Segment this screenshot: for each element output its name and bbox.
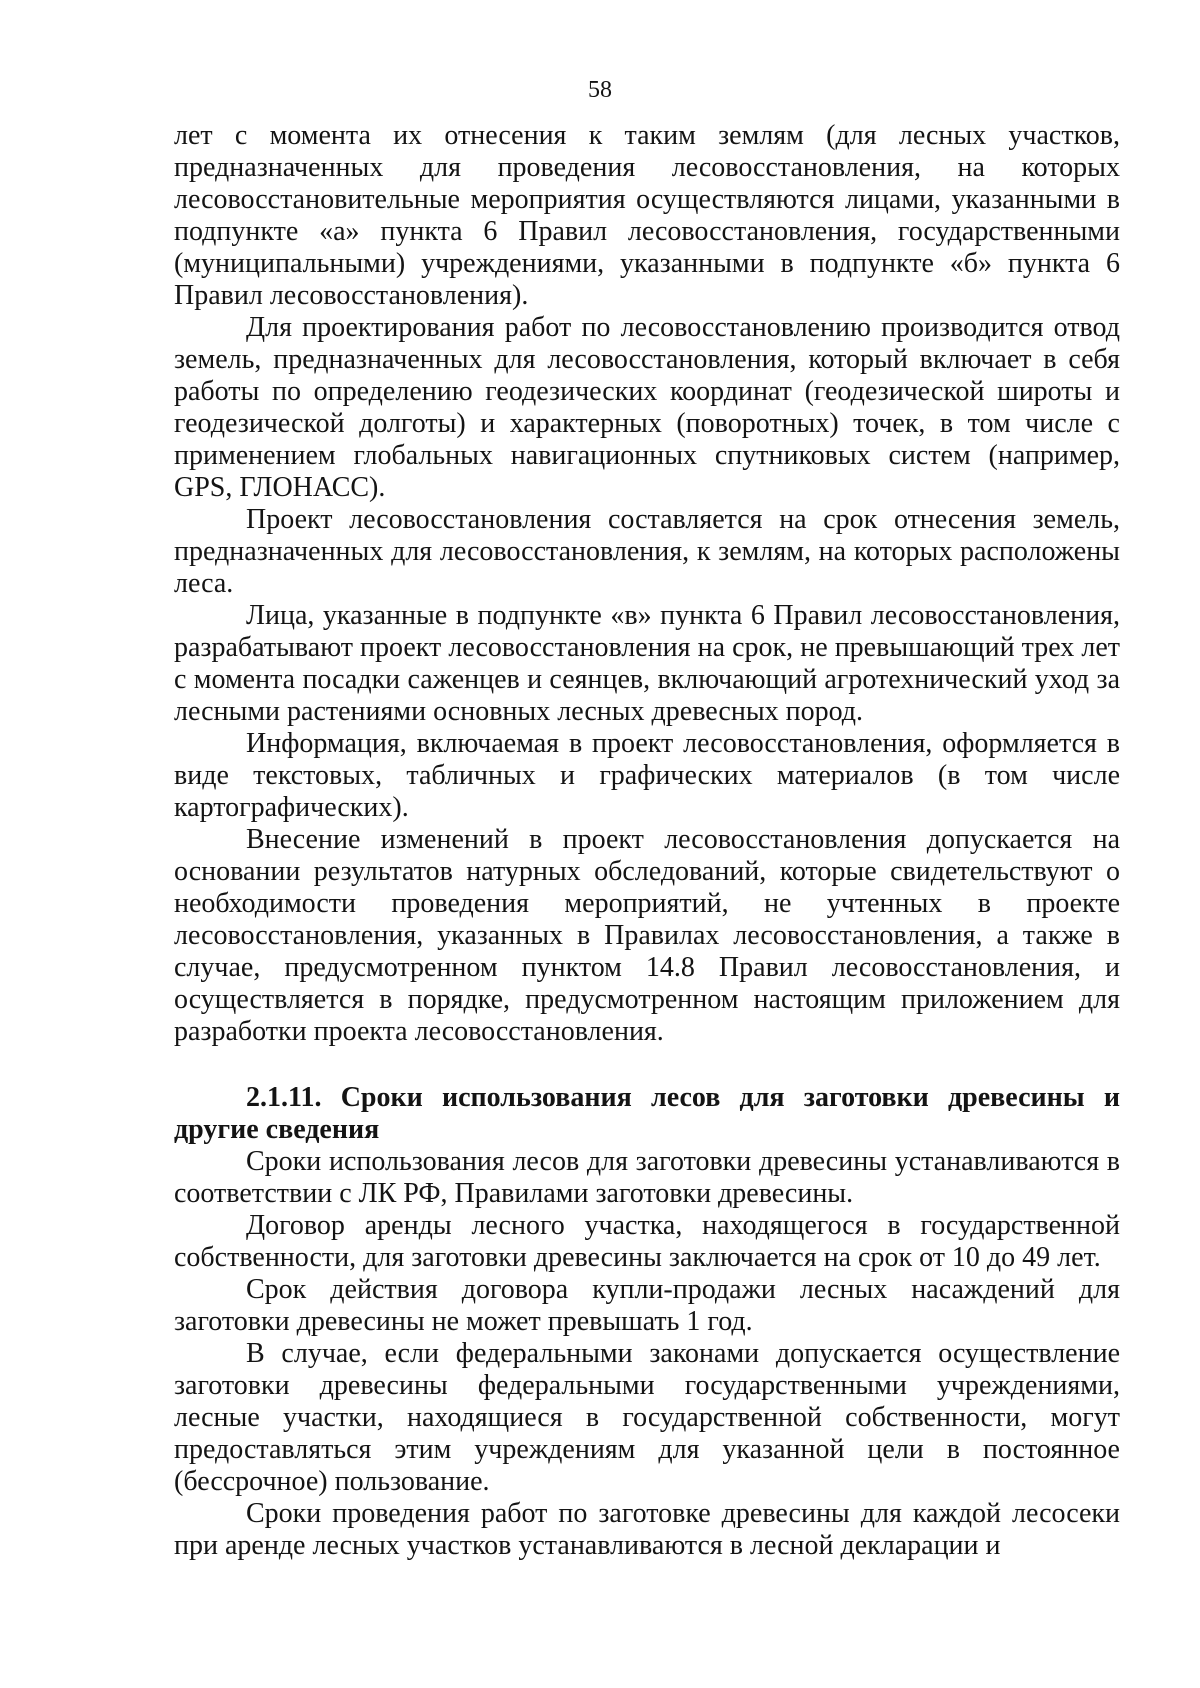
paragraph-continuation: лет с момента их отнесения к таким землям (для лесных участков, предназначенных для проведения лесовосстановления, на которых лесовосстановительные мероприятия осуществляются лицами, указанными в подпункте «а» пункта 6 Правил лесовосстановления, государственными (муниципальными) учреждениями, указанными в подпункте «б» пункта 6 Правил лесовосстановления). xyxy=(174,120,1120,311)
paragraph-lease-agreement: Договор аренды лесного участка, находящегося в государственной собственности, для заготовки древесины заключается на срок от 10 до 49 лет. xyxy=(174,1210,1120,1273)
paragraph-changes: Внесение изменений в проект лесовосстановления допускается на основании результатов натурных обследований, которые свидетельствуют о необходимости проведения мероприятий, не учтенных в проекте лесовосстановления, указанных в Правилах лесовосстановления, а также в случае, предусмотренном пунктом 14.8 Правил лесовосстановления, и осуществляется в порядке, предусмотренном настоящим приложением для разработки проекта лесовосстановления. xyxy=(174,824,1120,1047)
section-heading: 2.1.11. Сроки использования лесов для заготовки древесины и другие сведения xyxy=(174,1082,1120,1145)
paragraph-survey: Для проектирования работ по лесовосстановлению производится отвод земель, предназначенных для лесовосстановления, который включает в себя работы по определению геодезических координат (геодезической широты и геодезической долготы) и характерных (поворотных) точек, в том числе с применением глобальных навигационных спутниковых систем (например, GPS, ГЛОНАСС). xyxy=(174,312,1120,503)
paragraph-sale-contract: Срок действия договора купли-продажи лесных насаждений для заготовки древесины не может превышать 1 год. xyxy=(174,1274,1120,1337)
paragraph-information: Информация, включаемая в проект лесовосстановления, оформляется в виде текстовых, табличных и графических материалов (в том числе картографических). xyxy=(174,728,1120,823)
paragraph-federal-institutions: В случае, если федеральными законами допускается осуществление заготовки древесины федеральными государственными учреждениями, лесные участки, находящиеся в государственной собственности, могут предоставляться этим учреждениям для указанной цели в постоянное (бессрочное) пользование. xyxy=(174,1338,1120,1497)
paragraph-work-terms: Сроки проведения работ по заготовке древесины для каждой лесосеки при аренде лесных участков устанавливаются в лесной декларации и xyxy=(174,1498,1120,1561)
paragraph-project-term: Проект лесовосстановления составляется на срок отнесения земель, предназначенных для лесовосстановления, к землям, на которых расположены леса. xyxy=(174,504,1120,599)
paragraph-persons: Лица, указанные в подпункте «в» пункта 6 Правил лесовосстановления, разрабатывают проект лесовосстановления на срок, не превышающий трех лет с момента посадки саженцев и сеянцев, включающий агротехнический уход за лесными растениями основных лесных древесных пород. xyxy=(174,600,1120,727)
page-number: 58 xyxy=(588,77,612,103)
document-body xyxy=(174,120,1120,1562)
paragraph-usage-terms: Сроки использования лесов для заготовки древесины устанавливаются в соответствии с ЛК РФ, Правилами заготовки древесины. xyxy=(174,1146,1120,1209)
